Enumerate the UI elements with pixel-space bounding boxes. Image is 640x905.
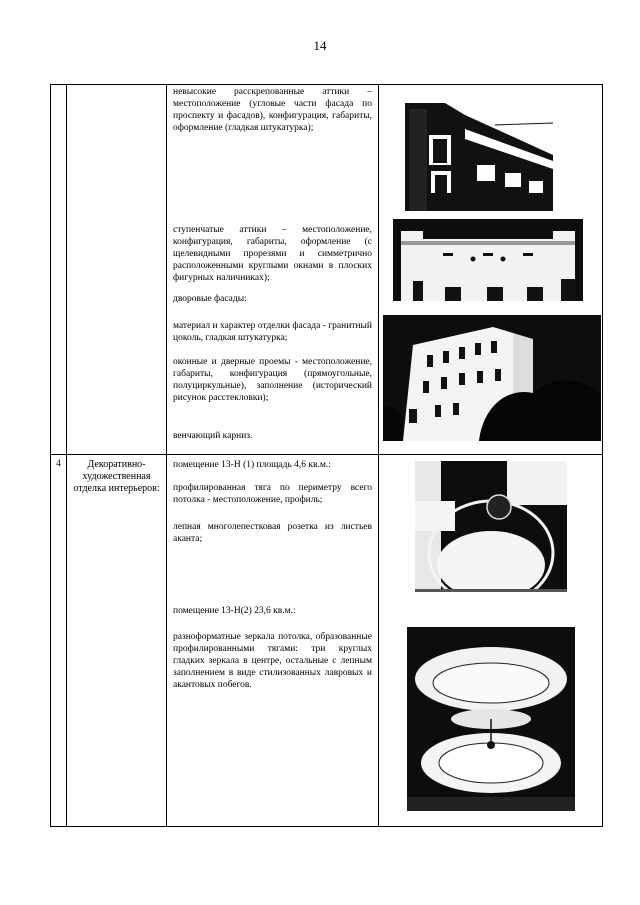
- paragraph-ceiling-mirrors: разноформатные зеркала потолка, образованные профилированными тягами: три круглых гладких зеркала в центре, остальные с лепным заполнением в виде стилизованных лавровых и акантовых побегов.: [173, 632, 372, 690]
- paragraph-profiled-cornice: профилированная тяга по периметру всего потолка - местоположение, профиль;: [173, 483, 372, 505]
- paragraph-window-openings: оконные и дверные проемы - местоположение, габариты, конфигурация (прямоугольные, полуциркульные), заполнение (исторический рисунок расстекловки);: [173, 357, 372, 403]
- photo-cell: [379, 85, 603, 455]
- facade-attic-photo: [405, 95, 553, 211]
- photo-cell: [379, 455, 603, 827]
- description-cell: [167, 455, 379, 827]
- courtyard-facade-photo: [383, 315, 601, 441]
- page-number: 14: [313, 38, 327, 53]
- paragraph-rosette: лепная многолепестковая розетка из листьев аканта;: [173, 522, 372, 544]
- paragraph-stepped-attics: ступенчатые аттики – местоположение, конфигурация, габариты, оформление (с щелевидными прорезями и симметрично расположенными круглыми окнами в плоских фигурных наличниках);: [173, 225, 372, 283]
- paragraph-attics: невысокие расскрепованные аттики – местоположение (угловые части фасада по проспекту и фасадов), конфигурация, габариты, оформление (гладкая штукатурка);: [173, 87, 372, 133]
- stepped-attic-photo: [393, 219, 583, 301]
- ceiling-mirrors-photo: [407, 627, 575, 811]
- paragraph-room-13n1: помещение 13-Н (1) площадь 4,6 кв.м.:: [173, 460, 331, 470]
- section-label: Декоративно-художественная отделка интерьеров:: [67, 455, 167, 827]
- paragraph-facade-finish: материал и характер отделки фасада - гранитный цоколь, гладкая штукатурка;: [173, 321, 372, 343]
- table-row: [51, 455, 603, 827]
- row-number: [51, 85, 67, 455]
- paragraph-cornice: венчающий карниз.: [173, 431, 253, 441]
- section-label: [67, 85, 167, 455]
- row-number: 4: [51, 455, 67, 827]
- ceiling-rosette-photo: [415, 461, 567, 613]
- protection-subject-table: [50, 84, 603, 827]
- paragraph-courtyard-facades: дворовые фасады:: [173, 294, 247, 304]
- paragraph-room-13n2: помещение 13-Н(2) 23,6 кв.м.:: [173, 606, 296, 616]
- description-cell: [167, 85, 379, 455]
- table-row: [51, 85, 603, 455]
